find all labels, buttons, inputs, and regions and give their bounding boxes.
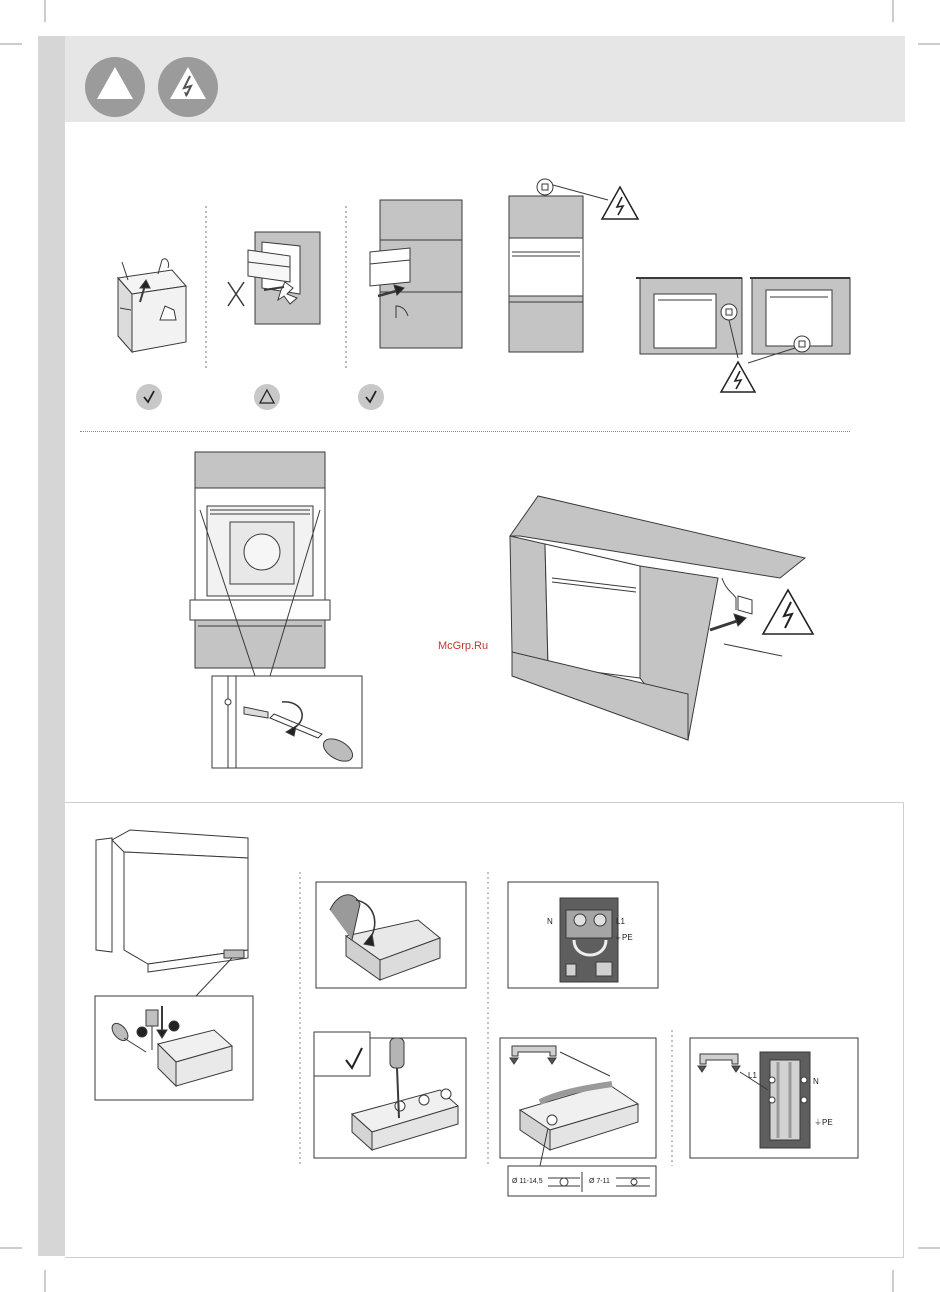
tall-cabinet-figure <box>370 200 462 348</box>
wiring-label-l1: L1 <box>748 1071 757 1080</box>
warning-badge <box>84 56 146 118</box>
terminal-block-photo <box>508 882 658 988</box>
step-mark-warning <box>254 384 280 410</box>
electric-hazard-icon <box>719 360 757 394</box>
cable-size-large: Ø 11-14,5 <box>512 1178 543 1185</box>
screw-terminal-cover-figure <box>95 996 253 1100</box>
check-icon <box>136 384 162 410</box>
screw-inset-figure <box>212 676 362 768</box>
step-mark-ok-1 <box>136 384 162 410</box>
wiring-label-pe: PE <box>822 1118 833 1127</box>
cable-size-small: Ø 7-11 <box>589 1178 610 1185</box>
lift-oven-figure <box>118 259 186 352</box>
terminal-ground-label <box>614 932 633 943</box>
wall-hazard-marker <box>761 588 815 636</box>
electric-hazard-icon <box>761 588 815 636</box>
watermark: McGrp.Ru <box>438 640 489 652</box>
built-in-column-figure <box>509 179 608 352</box>
electric-badge <box>157 56 219 118</box>
oven-back-figure <box>96 830 248 996</box>
terminal-label-pe: PE <box>622 933 633 942</box>
tighten-screw-figure <box>314 1032 466 1158</box>
counter-hazard-marker <box>719 360 757 394</box>
check-icon <box>358 384 384 410</box>
section3-illustrations <box>0 800 940 1260</box>
wiring-ground-label <box>814 1117 833 1128</box>
terminal-label-n: N <box>547 917 553 926</box>
section-divider <box>80 431 850 432</box>
wiring-final-figure <box>690 1038 858 1158</box>
terminal-label-l1: L1 <box>616 917 625 926</box>
electric-hazard-icon <box>157 56 219 118</box>
step-mark-ok-2 <box>358 384 384 410</box>
ground-icon: ⏚ <box>814 1118 822 1127</box>
handle-warning-figure <box>228 232 320 324</box>
warning-triangle-icon <box>84 56 146 118</box>
ground-icon: ⏚ <box>614 933 622 942</box>
wiring-label-n: N <box>813 1077 819 1086</box>
electric-hazard-icon <box>600 185 640 221</box>
warning-triangle-icon <box>254 384 280 410</box>
open-oven-figure <box>190 452 330 676</box>
column-hazard-marker <box>600 185 640 221</box>
cable-clamp-figure <box>500 1038 656 1166</box>
open-cover-figure <box>316 882 466 988</box>
under-counter-figure <box>636 278 850 363</box>
